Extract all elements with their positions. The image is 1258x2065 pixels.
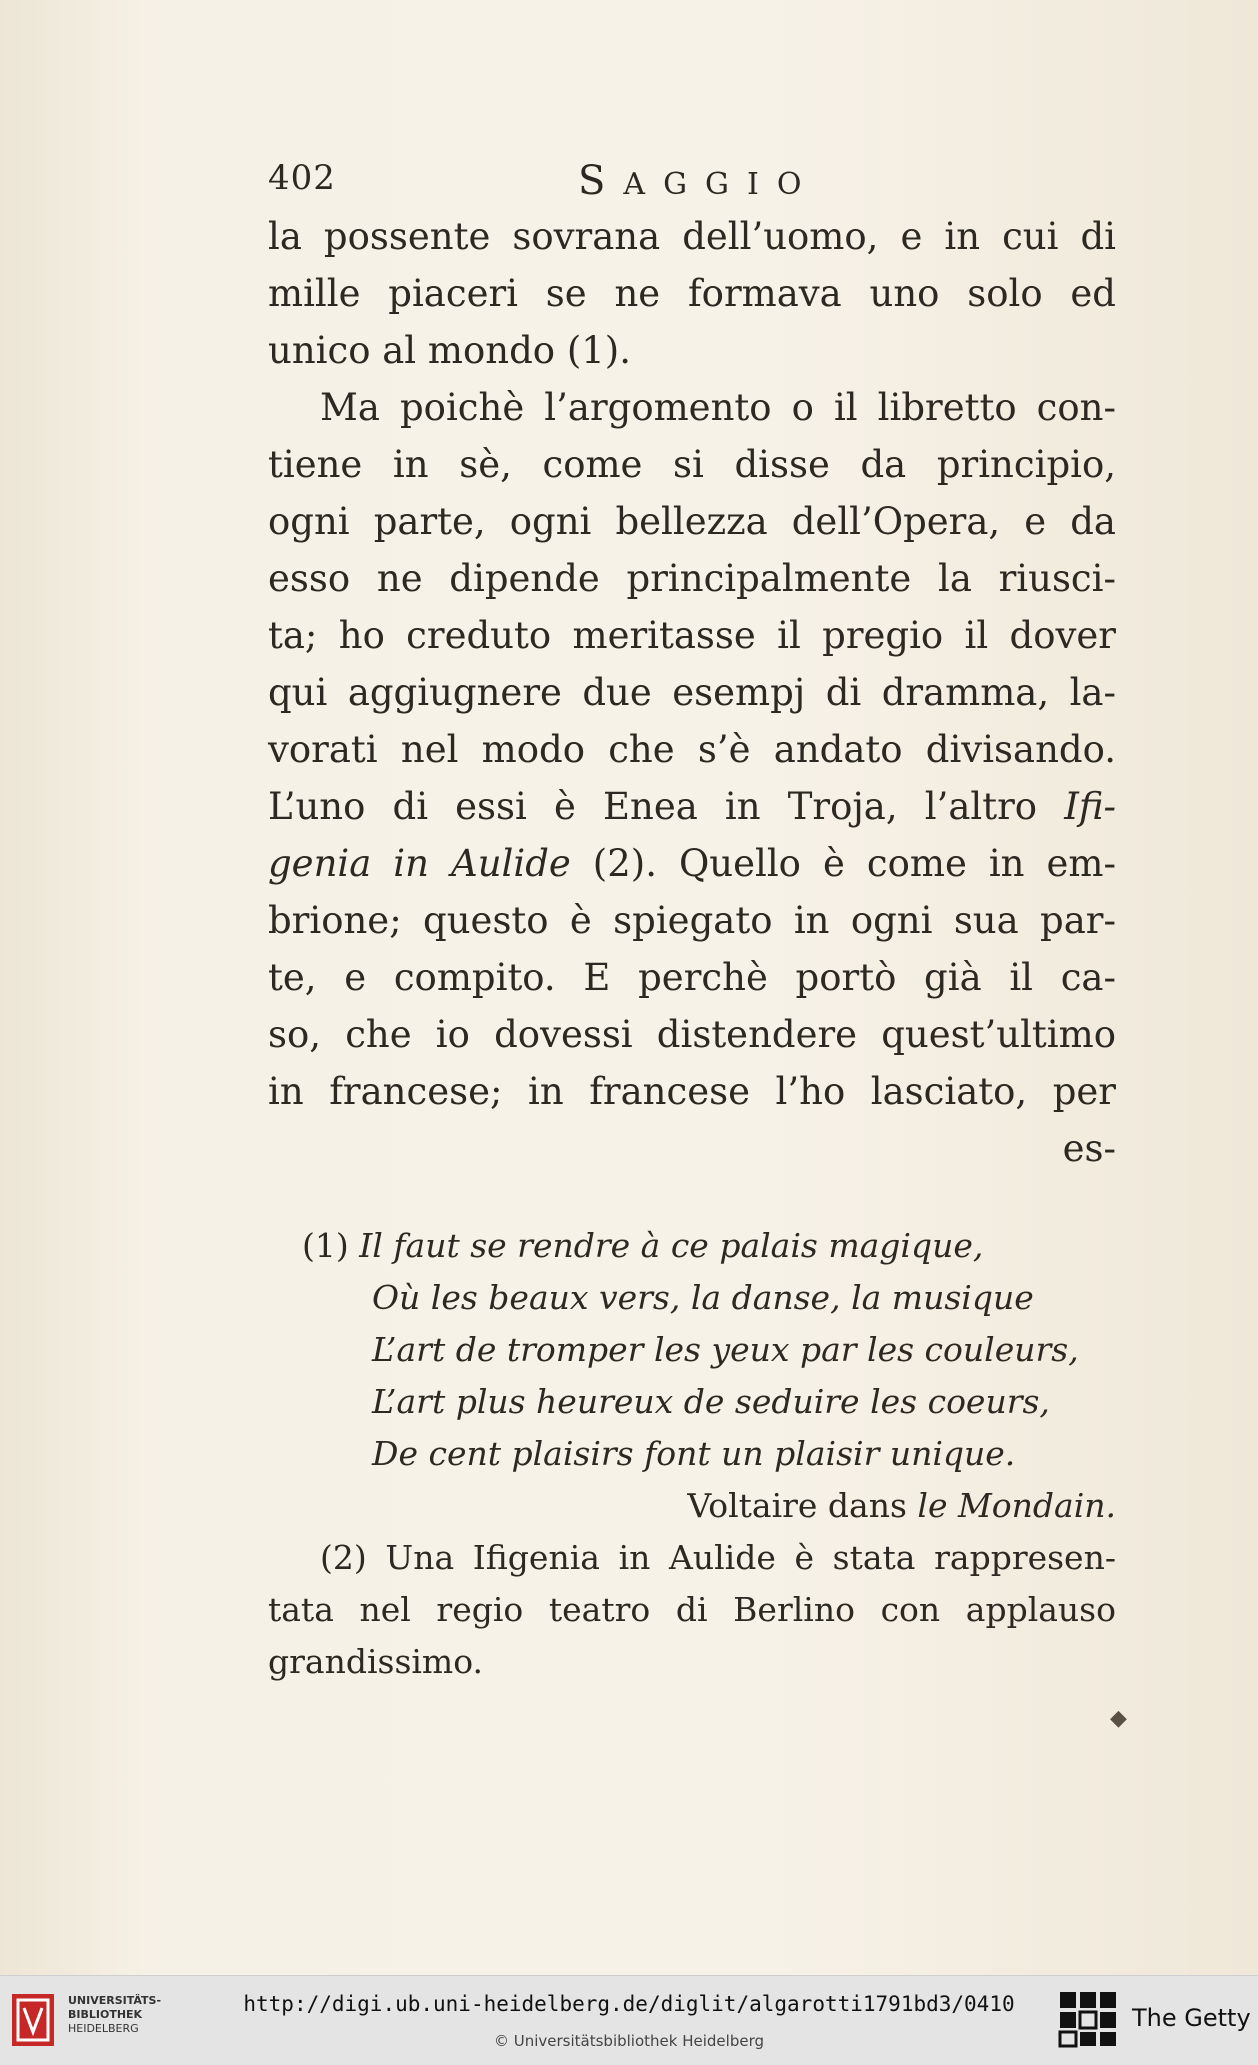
attribution-work: le Mondain. xyxy=(917,1486,1116,1525)
body-line: te, e compito. E perchè portò già il ca- xyxy=(268,956,1116,999)
body-line: vorati nel modo che s’è andato divisando. xyxy=(268,728,1116,771)
body-line: genia in Aulide (2). Quello è come in em- xyxy=(268,842,1116,885)
note-line: (2) Una Ifigenia in Aulide è stata rappresen- xyxy=(320,1538,1116,1577)
body-line: mille piaceri se ne formava uno solo ed xyxy=(268,272,1116,315)
note-line: tata nel regio teatro di Berlino con applauso xyxy=(268,1590,1116,1629)
note-verse: Où les beaux vers, la danse, la musique xyxy=(372,1278,1034,1317)
ornament-mark: ◆ xyxy=(1110,1706,1127,1731)
footer-bar xyxy=(0,1975,1258,2065)
note-attribution xyxy=(268,1480,1116,1532)
page-number: 402 xyxy=(268,158,336,198)
verse-text: Il faut se rendre à ce palais magique, xyxy=(359,1226,984,1265)
body-line: esso ne dipende principalmente la riusci- xyxy=(268,557,1116,600)
body-line: qui aggiugnere due esempj di dramma, la- xyxy=(268,671,1116,714)
getty-logo-icon[interactable] xyxy=(1058,1990,1118,2048)
note-line: grandissimo. xyxy=(268,1642,483,1681)
body-line: tiene in sè, come si disse da principio, xyxy=(268,443,1116,486)
body-line: ogni parte, ogni bellezza dell’Opera, e da xyxy=(268,500,1116,543)
body-text xyxy=(268,208,1116,1177)
partner-name: The Getty xyxy=(1132,2004,1251,2032)
library-line: UNIVERSITÄTS- xyxy=(68,1994,162,2007)
body-line: in francese; in francese l’ho lasciato, per xyxy=(268,1070,1116,1113)
note-verse: L’art plus heureux de seduire les coeurs, xyxy=(372,1382,1050,1421)
library-line: HEIDELBERG xyxy=(68,2022,139,2035)
copyright-notice: © Universitätsbibliothek Heidelberg xyxy=(493,2032,764,2050)
library-line: BIBLIOTHEK xyxy=(68,2008,143,2021)
body-line: unico al mondo (1). xyxy=(268,329,631,372)
running-title: SAGGIO xyxy=(578,158,820,204)
body-line: so, che io dovessi distendere quest’ultimo xyxy=(268,1013,1116,1056)
note-marker: (1) xyxy=(302,1226,349,1265)
body-line: L’uno di essi è Enea in Troja, l’altro Ifi- xyxy=(268,785,1116,828)
source-url-link[interactable]: http://digi.ub.uni-heidelberg.de/diglit/algarotti1791bd3/0410 xyxy=(243,1992,1015,2016)
attribution-author: Voltaire dans xyxy=(687,1486,907,1525)
catchword: es- xyxy=(1062,1127,1116,1170)
body-line: ta; ho creduto meritasse il pregio il dover xyxy=(268,614,1116,657)
body-line: la possente sovrana dell’uomo, e in cui di xyxy=(268,215,1116,258)
italic-title: genia in Aulide xyxy=(268,842,571,885)
italic-title: Ifi- xyxy=(1064,785,1116,828)
footnotes xyxy=(268,1220,1116,1688)
note-verse xyxy=(268,1220,1116,1272)
body-line: brione; questo è spiegato in ogni sua par- xyxy=(268,899,1116,942)
body-line: Ma poichè l’argomento o il libretto con- xyxy=(320,386,1116,429)
note-verse: De cent plaisirs font un plaisir unique. xyxy=(372,1434,1016,1473)
note-verse: L’art de tromper les yeux par les couleurs, xyxy=(372,1330,1079,1369)
title-initial: S xyxy=(578,158,624,204)
running-head xyxy=(268,158,828,206)
